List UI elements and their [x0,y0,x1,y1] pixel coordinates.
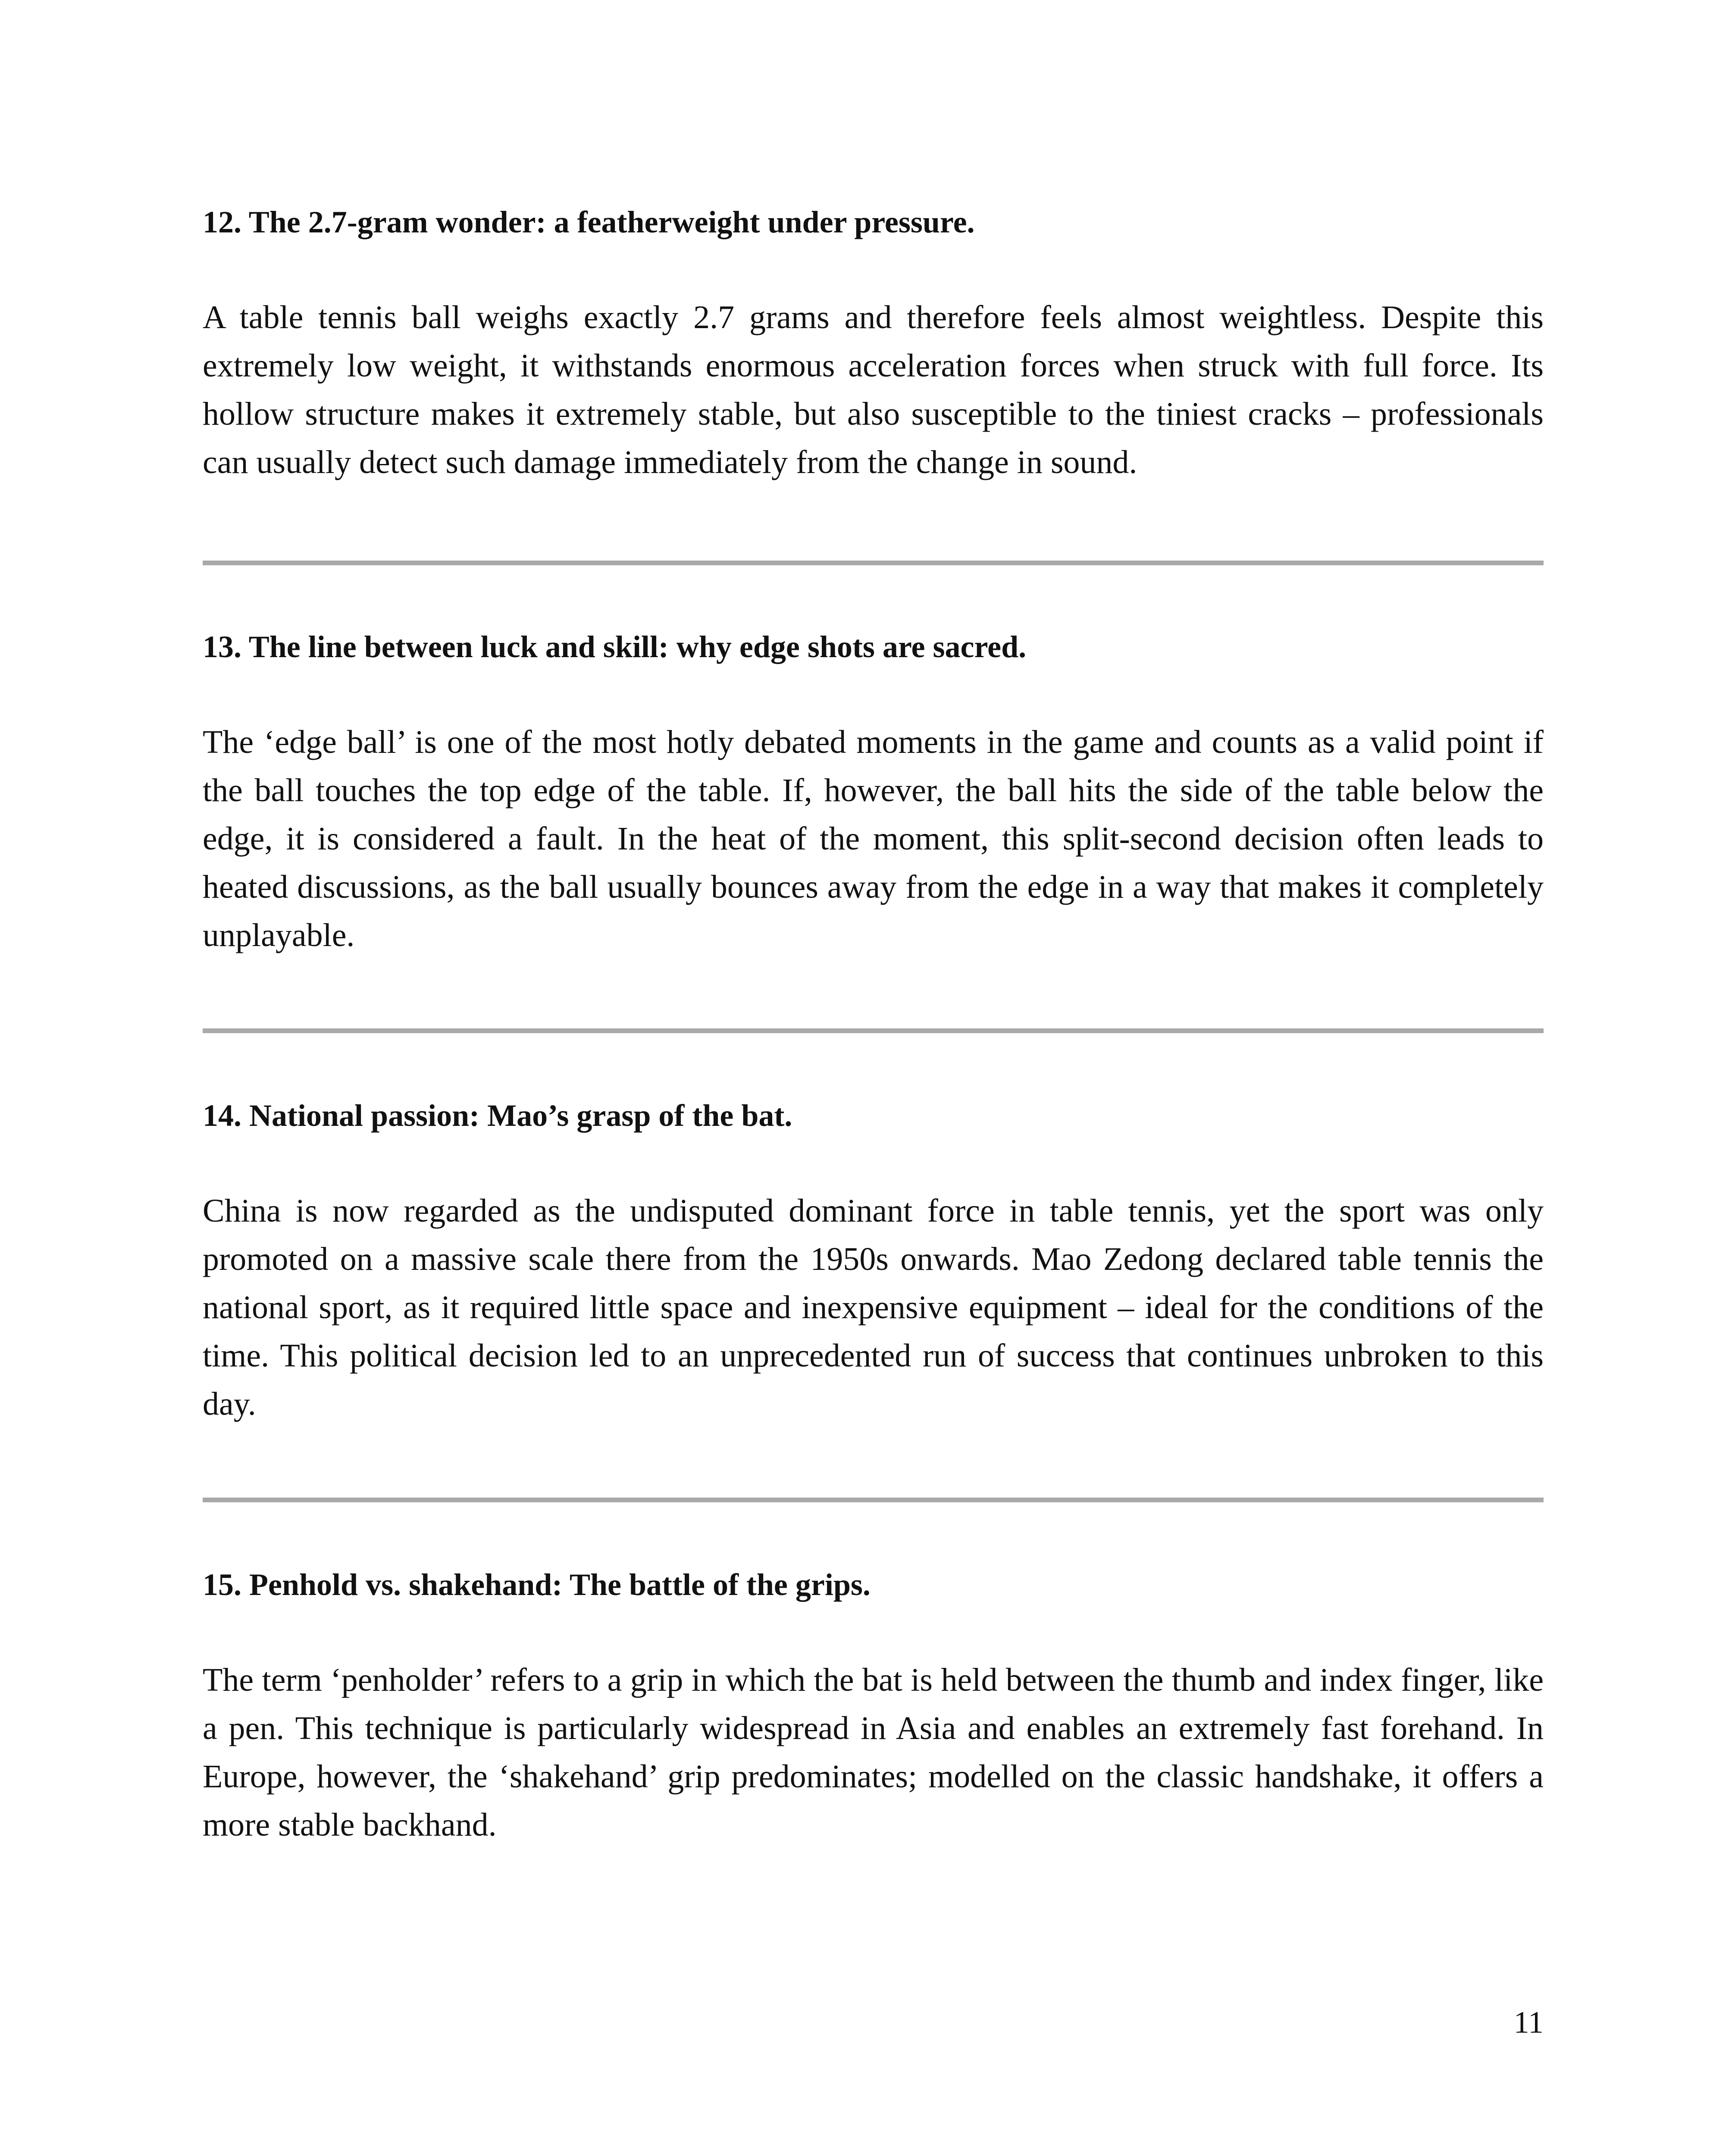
section-body: China is now regarded as the undisputed dominant force in table tennis, yet the sport was only promoted on a massive scale there from the 1950s onwards. Mao Zedong declared table tennis the national sport, as it required little space and inexpensive equipment – ideal for the conditions of the time. This political decision led to an unprecedented run of success that continues unbroken to this day. [203,1193,1544,1422]
section-14 [203,1094,1544,1428]
section-divider [203,561,1544,565]
section-heading: 14. National passion: Mao’s grasp of the bat. [203,1098,792,1133]
section-body: A table tennis ball weighs exactly 2.7 grams and therefore feels almost weightless. Despite this extremely low weight, it withstands enormous acceleration forces when struck with full force. Its hollow structure makes it extremely stable, but also susceptible to the tiniest cracks – professionals can usually detect such damage immediately from the change in sound. [203,299,1544,480]
section-body: The ‘edge ball’ is one of the most hotly debated moments in the game and counts as a valid point if the ball touches the top edge of the table. If, however, the ball hits the side of the table below the edge, it is considered a fault. In the heat of the moment, this split-second decision often leads to heated discussions, as the ball usually bounces away from the edge in a way that makes it completely unplayable. [203,724,1544,953]
section-heading: 15. Penhold vs. shakehand: The battle of the grips. [203,1567,871,1602]
section-13 [203,625,1544,959]
page-number: 11 [1513,2005,1544,2040]
section-divider [203,1028,1544,1033]
section-divider [203,1498,1544,1502]
section-12 [203,201,1544,486]
section-heading: 12. The 2.7-gram wonder: a featherweight under pressure. [203,205,975,239]
section-body: The term ‘penholder’ refers to a grip in which the bat is held between the thumb and index finger, like a pen. This technique is particularly widespread in Asia and enables an extremely fast forehand. In Europe, however, the ‘shakehand’ grip predominates; modelled on the classic handshake, it offers a more stable backhand. [203,1662,1544,1843]
section-15 [203,1563,1544,1849]
section-heading: 13. The line between luck and skill: why edge shots are sacred. [203,630,1027,664]
